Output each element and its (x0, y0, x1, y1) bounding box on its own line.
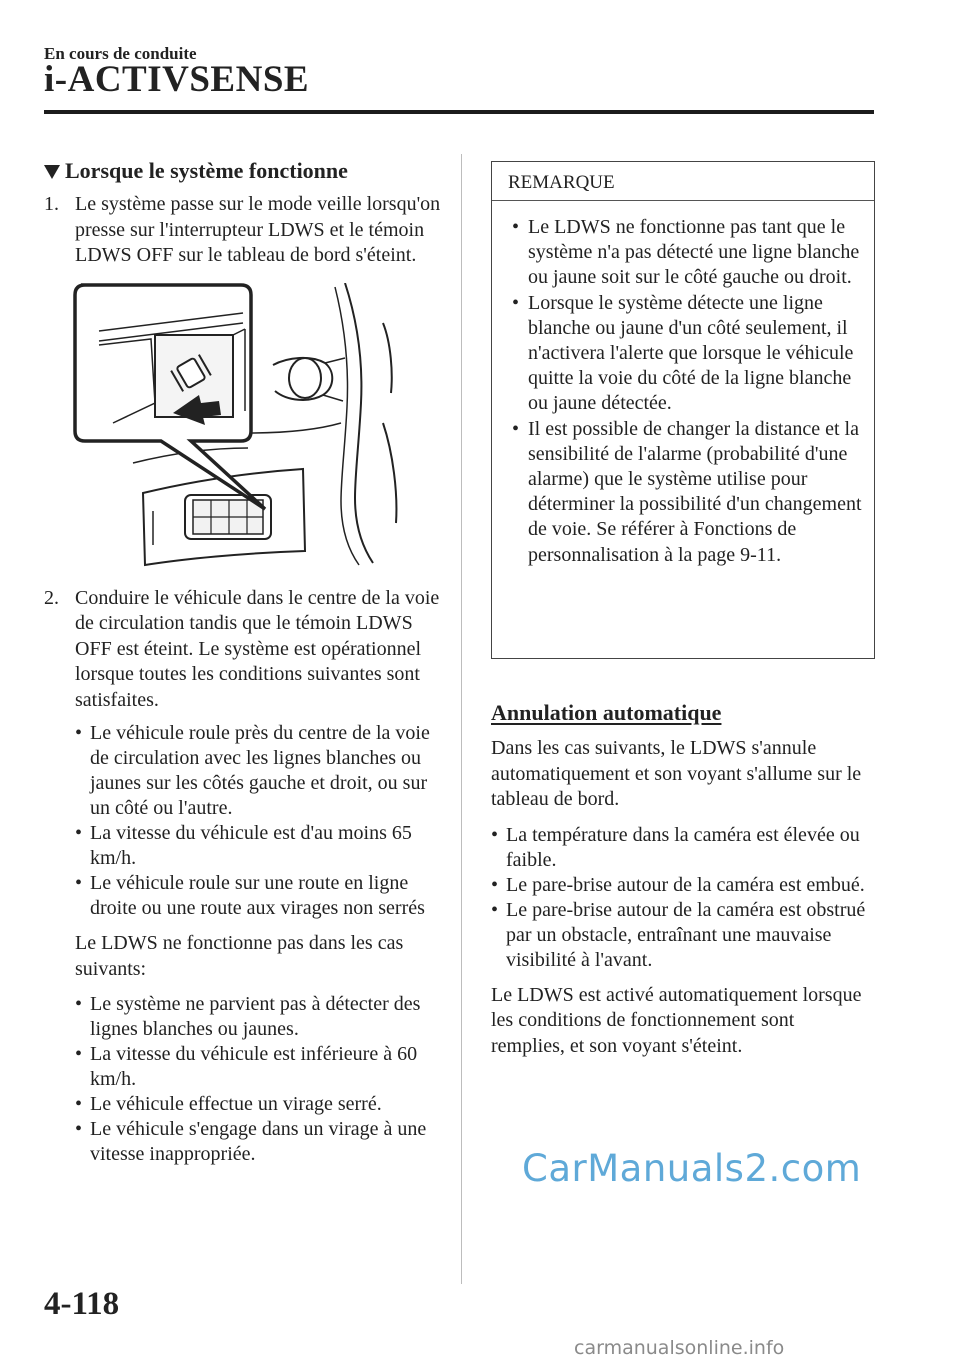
auto-cancel-intro: Dans les cas suivants, le LDWS s'annule automatiquement et son voyant s'allume sur le tableau de bord. (491, 737, 862, 810)
not-working-list (75, 992, 444, 1167)
bullet: • (75, 1118, 83, 1140)
ldws-switch-illustration (73, 283, 403, 567)
triangle-marker-icon (44, 165, 60, 179)
list-item-text: Le véhicule roule sur une route en ligne droite ou une route aux virages non serrés (90, 872, 425, 919)
note-title: REMARQUE (508, 172, 615, 193)
note-item (506, 417, 862, 568)
list-item (491, 898, 871, 973)
bullet: • (512, 216, 520, 238)
note-box (491, 161, 875, 659)
step-2 (44, 586, 444, 714)
watermark: CarManuals2.com (522, 1147, 862, 1190)
step-text: Conduire le véhicule dans le centre de la voie de circulation tandis que le témoin LDWS OFF est éteint. Le système est opérationnel lorsque toutes les conditions suivantes sont satisfaites. (75, 586, 440, 711)
note-item-text: Il est possible de changer la distance et la sensibilité de l'alarme (probabilité d'une alarme) que le système utilise pour déterminer la possibilité d'un changement de voie. Se référer à Fonctions de personnalisation à la page 9-11. (528, 417, 862, 566)
note-list (492, 201, 874, 568)
note-item-text: Lorsque le système détecte une ligne blanche ou jaune d'un côté seulement, il n'activera l'alerte que lorsque le véhicule quitte la voie du côté de la ligne blanche ou jaune détectée. (528, 291, 854, 415)
list-item-text: Le véhicule roule près du centre de la voie de circulation avec les lignes blanches ou jaunes sur les côtés gauche et droit, ou sur un côté ou l'autre. (90, 722, 430, 819)
list-item (75, 1042, 444, 1092)
bullet: • (75, 822, 83, 844)
bullet: • (491, 873, 499, 896)
list-item (491, 873, 871, 898)
bullet: • (75, 1093, 83, 1115)
column-divider (461, 154, 462, 1284)
list-item (75, 821, 444, 871)
list-item-text: Le pare-brise autour de la caméra est embué. (506, 873, 865, 896)
list-item (75, 992, 444, 1042)
bullet: • (491, 823, 499, 846)
list-item-text: Le véhicule effectue un virage serré. (90, 1093, 382, 1115)
auto-cancel-list (491, 823, 871, 973)
section-label: En cours de conduite (44, 44, 197, 63)
bullet: • (75, 1043, 83, 1065)
list-item (75, 871, 444, 921)
list-item (75, 1092, 444, 1117)
step-number: 1. (44, 193, 59, 215)
list-item (491, 823, 871, 873)
note-item (506, 291, 862, 417)
bullet: • (512, 417, 520, 440)
note-item-text: Le LDWS ne fonctionne pas tant que le système n'a pas détecté une ligne blanche ou jaune soit sur le côté gauche ou droit. (528, 216, 860, 289)
subsection-heading (44, 158, 444, 184)
list-item-text: La vitesse du véhicule est inférieure à 60 km/h. (90, 1043, 418, 1090)
bullet: • (491, 898, 499, 921)
auto-cancel-block (491, 736, 871, 1059)
left-column (44, 158, 444, 1167)
conditions-block (75, 721, 444, 1167)
list-item-text: La vitesse du véhicule est d'au moins 65 km/h. (90, 822, 412, 869)
bullet: • (75, 722, 83, 744)
list-item-text: La température dans la caméra est élevée ou faible. (506, 823, 860, 871)
auto-cancel-heading: Annulation automatique (491, 700, 722, 725)
step-number: 2. (44, 586, 59, 609)
subsection-heading-text: Lorsque le système fonctionne (65, 158, 348, 183)
bullet: • (512, 291, 520, 314)
step-1 (44, 192, 444, 269)
page-number: 4-118 (44, 1286, 120, 1322)
list-item-text: Le véhicule s'engage dans un virage à une vitesse inappropriée. (90, 1118, 427, 1165)
not-working-intro: Le LDWS ne fonctionne pas dans les cas suivants: (75, 932, 404, 980)
note-item (506, 215, 862, 291)
list-item (75, 721, 444, 821)
chapter-title: i-ACTIVSENSE (44, 59, 310, 100)
bullet: • (75, 993, 83, 1015)
conditions-list (75, 721, 444, 921)
bullet: • (75, 872, 83, 894)
list-item-text: Le système ne parvient pas à détecter des lignes blanches ou jaunes. (90, 993, 421, 1040)
list-item (75, 1117, 444, 1167)
header-rule (44, 110, 874, 114)
step-text: Le système passe sur le mode veille lorsqu'on presse sur l'interrupteur LDWS et le témoin LDWS OFF sur le tableau de bord s'éteint. (75, 193, 441, 266)
auto-cancel-outro: Le LDWS est activé automatiquement lorsque les conditions de fonctionnement sont remplies, et son voyant s'éteint. (491, 983, 862, 1057)
list-item-text: Le pare-brise autour de la caméra est obstrué par un obstacle, entraînant une mauvaise visibilité à l'avant. (506, 898, 866, 971)
footer-source: carmanualsonline.info (574, 1337, 785, 1359)
